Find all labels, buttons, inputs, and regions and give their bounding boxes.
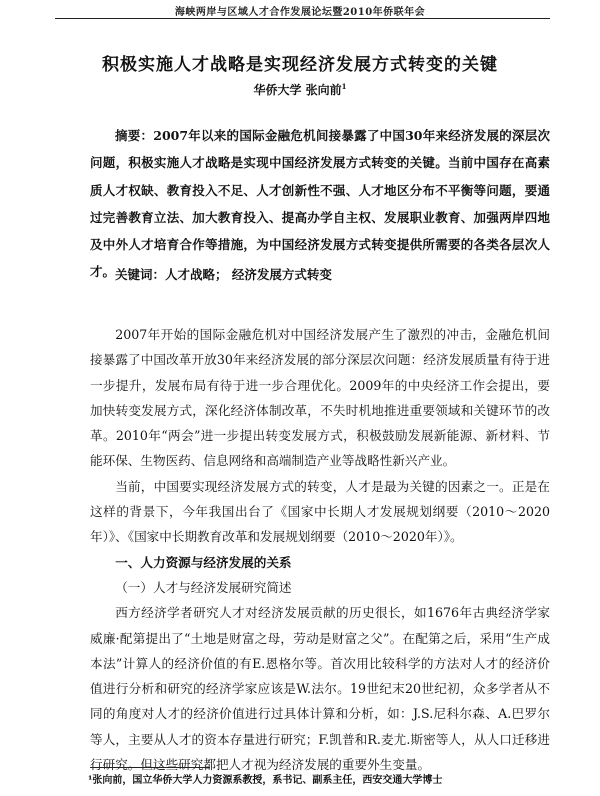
subsection-heading-1: （一）人才与经济发展研究简述: [115, 579, 292, 595]
body-paragraph-1: 2007年开始的国际金融危机对中国经济发展产生了激烈的冲击，金融危机间接暴露了中国改革开放30年来经济发展的部分深层次问题：经济发展质量有待于进一步提升，发展布局有待于进一步合理优化。2009年的中央经济工作会提出，要加快转变发展方式，深化经济体制改革，不失时机地推进重要领域和关键环节的改革。2010年“两会”进一步提出转变发展方式，积极鼓励发展新能源、新材料、节能环保、生物医药、信息网络和高端制造产业等战略性新兴产业。: [90, 327, 550, 469]
body-text: [90, 322, 550, 777]
body-paragraph-3: 西方经济学者研究人才对经济发展贡献的历史很长，如1676年古典经济学家威廉·配第提出了“土地是财富之母，劳动是财富之父”。在配第之后，采用“生产成本法”计算人的经济价值的有E.恩格尔等。首次用比较科学的方法对人才的经济价值进行分析和研究的经济学家应该是W.法尔。19世纪末20世纪初，众多学者从不同的角度对人才的经济价值进行过具体计算和分析，如：J.S.尼科尔森、A.巴罗尔等人，主要从人才的资本存量进行研究；F.凯普和R.麦尤.斯密等人，从人口迁移进行研究。但这些研究都把人才视为经济发展的重要外生变量。: [90, 605, 550, 773]
paper-title: 积极实施人才战略是实现经济发展方式转变的关键: [102, 55, 498, 75]
keywords: [90, 265, 550, 283]
keywords-label: 关键词：: [115, 267, 166, 282]
footnote: ¹张向前，国立华侨大学人力资源系教授，系书记、副系主任，西安交通大学博士: [88, 775, 443, 786]
body-paragraph-2: 当前，中国要实现经济发展方式的转变，人才是最为关键的因素之一。正是在这样的背景下，今年我国出台了《国家中长期人才发展规划纲要（2010～2020年）》、《国家中长期教育改革和发展规划纲要（2010～2020年）》。: [90, 478, 550, 545]
running-header: 海峡两岸与区域人才合作发展论坛暨2010年侨联年会: [174, 7, 426, 18]
abstract: [90, 122, 550, 286]
author-name: 华侨大学 张向前: [253, 83, 342, 97]
header-rule: [55, 18, 550, 19]
keywords-text: 人才战略； 经济发展方式转变: [165, 267, 332, 282]
abstract-text: 2007年以来的国际金融危机间接暴露了中国30年来经济发展的深层次问题，积极实施人才战略是实现中国经济发展方式转变的关键。当前中国存在高素质人才权缺、教育投入不足、人才创新性不强、人才地区分布不平衡等问题，要通过完善教育立法、加大教育投入、提高办学自主权、发展职业教育、加强两岸四地及中外人才培育合作等措施，为中国经济发展方式转变提供所需要的各类各层次人才。: [90, 128, 550, 280]
abstract-label: 摘要：: [115, 128, 154, 143]
footnote-rule: [90, 767, 210, 768]
author-line: [0, 81, 600, 98]
section-heading-1: 一、人力资源与经济发展的关系: [115, 554, 292, 570]
author-footnote-mark: 1: [341, 82, 347, 91]
